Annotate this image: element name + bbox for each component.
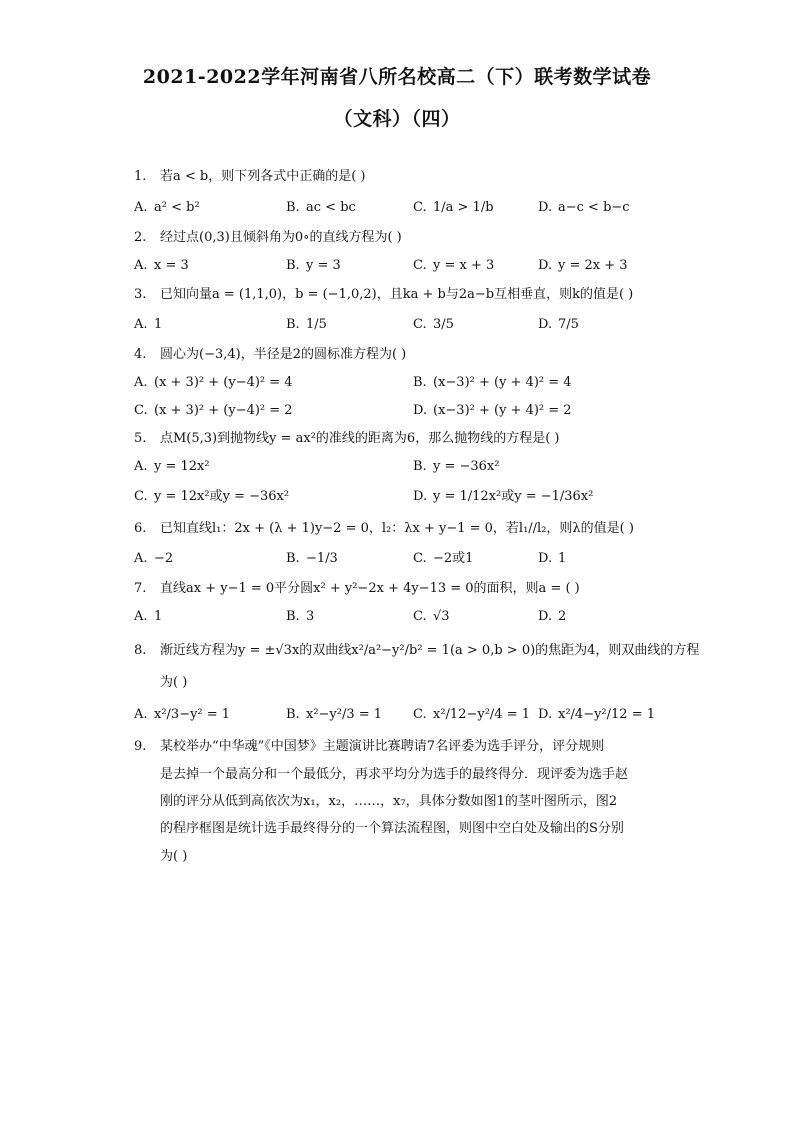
question-9-line-5 bbox=[134, 848, 664, 866]
question-stem-line-4: 的程序框图是统计选手最终得分的一个算法流程图，则图中空白处及输出的S分别 bbox=[160, 821, 624, 836]
question-9 bbox=[134, 738, 664, 756]
q3-option-a: A. 1 bbox=[134, 317, 163, 332]
q2-option-a: A. x = 3 bbox=[134, 258, 189, 273]
question-stem: 点M(5,3)到抛物线y = ax²的准线的距离为6，那么抛物线的方程是( ) bbox=[160, 431, 560, 446]
question-number: 9. bbox=[134, 739, 147, 754]
question-stem: 渐近线方程为y = ±√3x的双曲线x²/a²−y²/b² = 1(a > 0,b > 0)的焦距为4，则双曲线的方程 bbox=[160, 643, 700, 658]
q7-option-c: C. √3 bbox=[413, 609, 450, 624]
q7-option-a: A. 1 bbox=[134, 609, 163, 624]
q7-option-d: D. 2 bbox=[538, 609, 567, 624]
option-text: a² < b² bbox=[154, 200, 200, 215]
option-text: 3 bbox=[306, 609, 315, 624]
option-text: y = −36x² bbox=[433, 459, 500, 474]
q1-option-d: D. a−c < b−c bbox=[538, 200, 630, 215]
q1-option-a: A. a² < b² bbox=[134, 200, 200, 215]
question-stem: 为( ) bbox=[160, 675, 188, 690]
question-5 bbox=[134, 430, 664, 448]
q1-option-b: B. ac < bc bbox=[286, 200, 356, 215]
question-number: 4. bbox=[134, 347, 147, 362]
q6-option-c: C. −2或1 bbox=[413, 551, 474, 566]
option-text: √3 bbox=[433, 609, 450, 624]
option-text: ac < bc bbox=[306, 200, 356, 215]
option-text: 1/5 bbox=[306, 317, 327, 332]
question-8 bbox=[134, 642, 700, 660]
q8-option-a: A. x²/3−y² = 1 bbox=[134, 707, 231, 722]
q2-option-d: D. y = 2x + 3 bbox=[538, 258, 628, 273]
question-stem: 已知向量a = (1,1,0)，b = (−1,0,2)，且ka + b与2a−b互相垂直，则k的值是( ) bbox=[160, 287, 634, 302]
q2-option-b: B. y = 3 bbox=[286, 258, 341, 273]
q7-option-b: B. 3 bbox=[286, 609, 315, 624]
option-text: 1 bbox=[154, 317, 163, 332]
option-text: x²/3−y² = 1 bbox=[154, 707, 231, 722]
option-text: x = 3 bbox=[154, 258, 189, 273]
question-4 bbox=[134, 346, 664, 364]
option-text: (x−3)² + (y + 4)² = 2 bbox=[433, 403, 572, 418]
q5-option-a: A. y = 12x² bbox=[134, 459, 210, 474]
option-text: (x + 3)² + (y−4)² = 2 bbox=[154, 403, 293, 418]
q8-option-b: B. x²−y²/3 = 1 bbox=[286, 707, 383, 722]
option-text: y = 12x² bbox=[154, 459, 210, 474]
q5-option-b: B. y = −36x² bbox=[413, 459, 500, 474]
question-number: 1. bbox=[134, 169, 147, 184]
option-text: −2或1 bbox=[433, 551, 474, 566]
option-text: y = 3 bbox=[306, 258, 341, 273]
question-8-continued bbox=[134, 674, 664, 692]
question-number: 8. bbox=[134, 643, 147, 658]
question-9-line-3 bbox=[134, 793, 664, 811]
option-text: 1/a > 1/b bbox=[433, 200, 494, 215]
option-text: (x−3)² + (y + 4)² = 4 bbox=[433, 375, 572, 390]
q6-option-a: A. −2 bbox=[134, 551, 174, 566]
question-7 bbox=[134, 580, 664, 598]
q6-option-d: D. 1 bbox=[538, 551, 567, 566]
option-text: y = 2x + 3 bbox=[558, 258, 628, 273]
question-stem: 经过点(0,3)且倾斜角为0∘的直线方程为( ) bbox=[160, 230, 402, 245]
question-6 bbox=[134, 520, 664, 538]
question-stem: 已知直线l₁：2x + (λ + 1)y−2 = 0，l₂：λx + y−1 = 0，若l₁//l₂，则λ的值是( ) bbox=[160, 521, 634, 536]
question-stem-line-5: 为( ) bbox=[160, 849, 188, 864]
question-3 bbox=[134, 286, 664, 304]
option-text: y = x + 3 bbox=[433, 258, 495, 273]
q6-option-b: B. −1/3 bbox=[286, 551, 338, 566]
question-number: 5. bbox=[134, 431, 147, 446]
option-text: y = 12x²或y = −36x² bbox=[154, 489, 290, 504]
question-9-line-4 bbox=[134, 820, 664, 838]
option-text: 1 bbox=[154, 609, 163, 624]
option-text: 3/5 bbox=[433, 317, 454, 332]
question-1 bbox=[134, 168, 664, 186]
option-text: (x + 3)² + (y−4)² = 4 bbox=[154, 375, 293, 390]
q5-option-d: D. y = 1/12x²或y = −1/36x² bbox=[413, 489, 594, 504]
option-text: x²/12−y²/4 = 1 bbox=[433, 707, 530, 722]
option-text: 7/5 bbox=[558, 317, 579, 332]
q5-option-c: C. y = 12x²或y = −36x² bbox=[134, 489, 290, 504]
q2-option-c: C. y = x + 3 bbox=[413, 258, 495, 273]
question-stem-line-1: 某校举办“中华魂”《中国梦》主题演讲比赛聘请7名评委为选手评分，评分规则 bbox=[160, 739, 605, 754]
question-stem: 若a < b，则下列各式中正确的是( ) bbox=[160, 169, 366, 184]
q4-option-a: A. (x + 3)² + (y−4)² = 4 bbox=[134, 375, 293, 390]
exam-subtitle: （文科）（四） bbox=[333, 108, 461, 130]
q8-option-d: D. x²/4−y²/12 = 1 bbox=[538, 707, 655, 722]
question-number: 2. bbox=[134, 230, 147, 245]
question-number: 3. bbox=[134, 287, 147, 302]
option-text: a−c < b−c bbox=[558, 200, 630, 215]
question-stem: 直线ax + y−1 = 0平分圆x² + y²−2x + 4y−13 = 0的面积，则a = ( ) bbox=[160, 581, 580, 596]
option-text: 2 bbox=[558, 609, 567, 624]
exam-title: 2021-2022学年河南省八所名校高二（下）联考数学试卷 bbox=[142, 66, 652, 88]
option-text: x²−y²/3 = 1 bbox=[306, 707, 383, 722]
option-text: x²/4−y²/12 = 1 bbox=[558, 707, 655, 722]
q4-option-b: B. (x−3)² + (y + 4)² = 4 bbox=[413, 375, 572, 390]
option-text: −2 bbox=[154, 551, 174, 566]
question-stem-line-3: 刚的评分从低到高依次为x₁，x₂，……，x₇，具体分数如图1的茎叶图所示，图2 bbox=[160, 794, 618, 809]
question-stem: 圆心为(−3,4)，半径是2的圆标准方程为( ) bbox=[160, 347, 407, 362]
question-stem-line-2: 是去掉一个最高分和一个最低分，再求平均分为选手的最终得分．现评委为选手赵 bbox=[160, 767, 629, 782]
question-9-line-2 bbox=[134, 766, 664, 784]
q3-option-c: C. 3/5 bbox=[413, 317, 454, 332]
question-number: 7. bbox=[134, 581, 147, 596]
q3-option-d: D. 7/5 bbox=[538, 317, 579, 332]
option-text: −1/3 bbox=[306, 551, 338, 566]
q3-option-b: B. 1/5 bbox=[286, 317, 327, 332]
q1-option-c: C. 1/a > 1/b bbox=[413, 200, 494, 215]
q4-option-d: D. (x−3)² + (y + 4)² = 2 bbox=[413, 403, 572, 418]
option-text: 1 bbox=[558, 551, 567, 566]
question-2 bbox=[134, 229, 664, 247]
q8-option-c: C. x²/12−y²/4 = 1 bbox=[413, 707, 530, 722]
q4-option-c: C. (x + 3)² + (y−4)² = 2 bbox=[134, 403, 293, 418]
question-number: 6. bbox=[134, 521, 147, 536]
option-text: y = 1/12x²或y = −1/36x² bbox=[433, 489, 594, 504]
